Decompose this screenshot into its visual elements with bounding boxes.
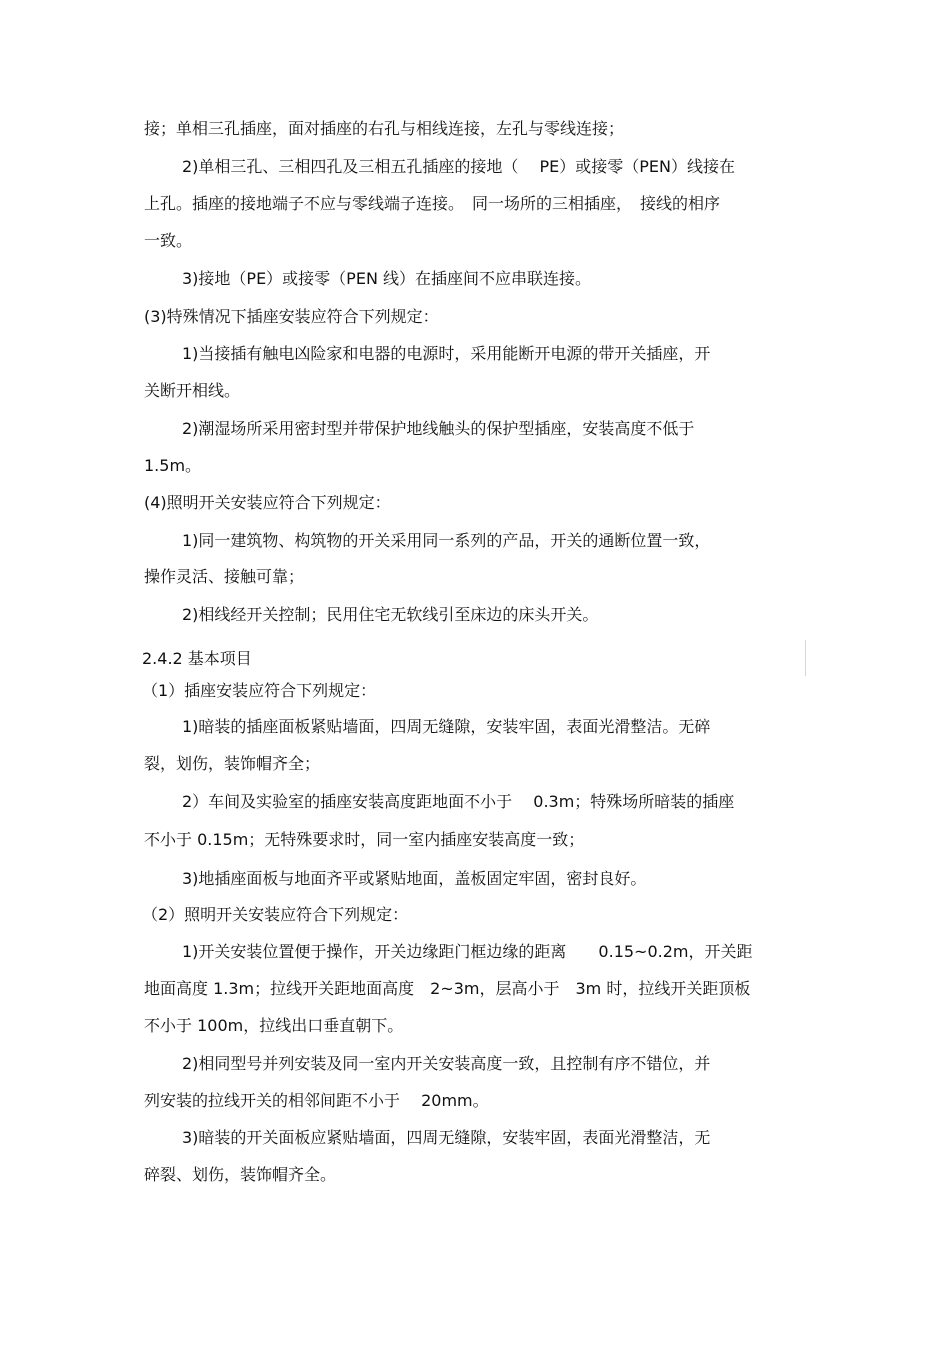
text-line: 3)接地（PE）或接零（PEN 线）在插座间不应串联连接。	[182, 269, 591, 288]
text-line: 碎裂、划伤，装饰帽齐全。	[144, 1165, 337, 1184]
margin-rule	[805, 640, 806, 676]
section-heading: （1）插座安装应符合下列规定：	[142, 681, 377, 700]
text-line: 地面高度 1.3m；拉线开关距地面高度 2~3m，层高小于 3m 时，拉线开关距顶板	[144, 979, 751, 998]
text-line: 关断开相线。	[144, 381, 241, 400]
text-line: 2)潮湿场所采用密封型并带保护地线触头的保护型插座，安装高度不低于	[182, 419, 695, 438]
text-line: 上孔。插座的接地端子不应与零线端子连接。 同一场所的三相插座， 接线的相序	[144, 194, 721, 213]
text-line: 1)同一建筑物、构筑物的开关采用同一系列的产品，开关的通断位置一致，	[182, 531, 711, 550]
text-line: 1)开关安装位置便于操作，开关边缘距门框边缘的距离 0.15~0.2m，开关距	[182, 942, 753, 961]
text-line: 1)当接插有触电凶险家和电器的电源时，采用能断开电源的带开关插座，开	[182, 344, 711, 363]
section-heading: （2）照明开关安装应符合下列规定：	[142, 905, 409, 924]
text-line: 列安装的拉线开关的相邻间距不小于 20mm。	[144, 1091, 489, 1110]
text-line: 一致。	[144, 231, 193, 250]
text-line: 不小于 100m，拉线出口垂直朝下。	[144, 1016, 404, 1035]
section-heading: (3)特殊情况下插座安装应符合下列规定：	[144, 307, 439, 326]
text-line: 3)暗装的开关面板应紧贴墙面，四周无缝隙，安装牢固，表面光滑整洁，无	[182, 1128, 711, 1147]
text-line: 不小于 0.15m；无特殊要求时，同一室内插座安装高度一致；	[144, 830, 585, 849]
section-heading: (4)照明开关安装应符合下列规定：	[144, 493, 391, 512]
text-line: 3)地插座面板与地面齐平或紧贴地面，盖板固定牢固，密封良好。	[182, 869, 647, 888]
text-line: 1)暗装的插座面板紧贴墙面，四周无缝隙，安装牢固，表面光滑整洁。无碎	[182, 717, 711, 736]
text-line: 1.5m。	[144, 456, 202, 475]
text-line: 操作灵活、接触可靠；	[144, 567, 305, 586]
text-line: 2)单相三孔、三相四孔及三相五孔插座的接地（ PE）或接零（PEN）线接在	[182, 157, 735, 176]
text-line: 2)相同型号并列安装及同一室内开关安装高度一致，且控制有序不错位，并	[182, 1054, 711, 1073]
text-line: 裂，划伤，装饰帽齐全；	[144, 754, 321, 773]
text-line: 2）车间及实验室的插座安装高度距地面不小于 0.3m；特殊场所暗装的插座	[182, 792, 735, 811]
text-line: 接；单相三孔插座，面对插座的右孔与相线连接，左孔与零线连接；	[144, 119, 625, 138]
section-heading: 2.4.2 基本项目	[142, 649, 252, 668]
text-line: 2)相线经开关控制；民用住宅无软线引至床边的床头开关。	[182, 605, 599, 624]
